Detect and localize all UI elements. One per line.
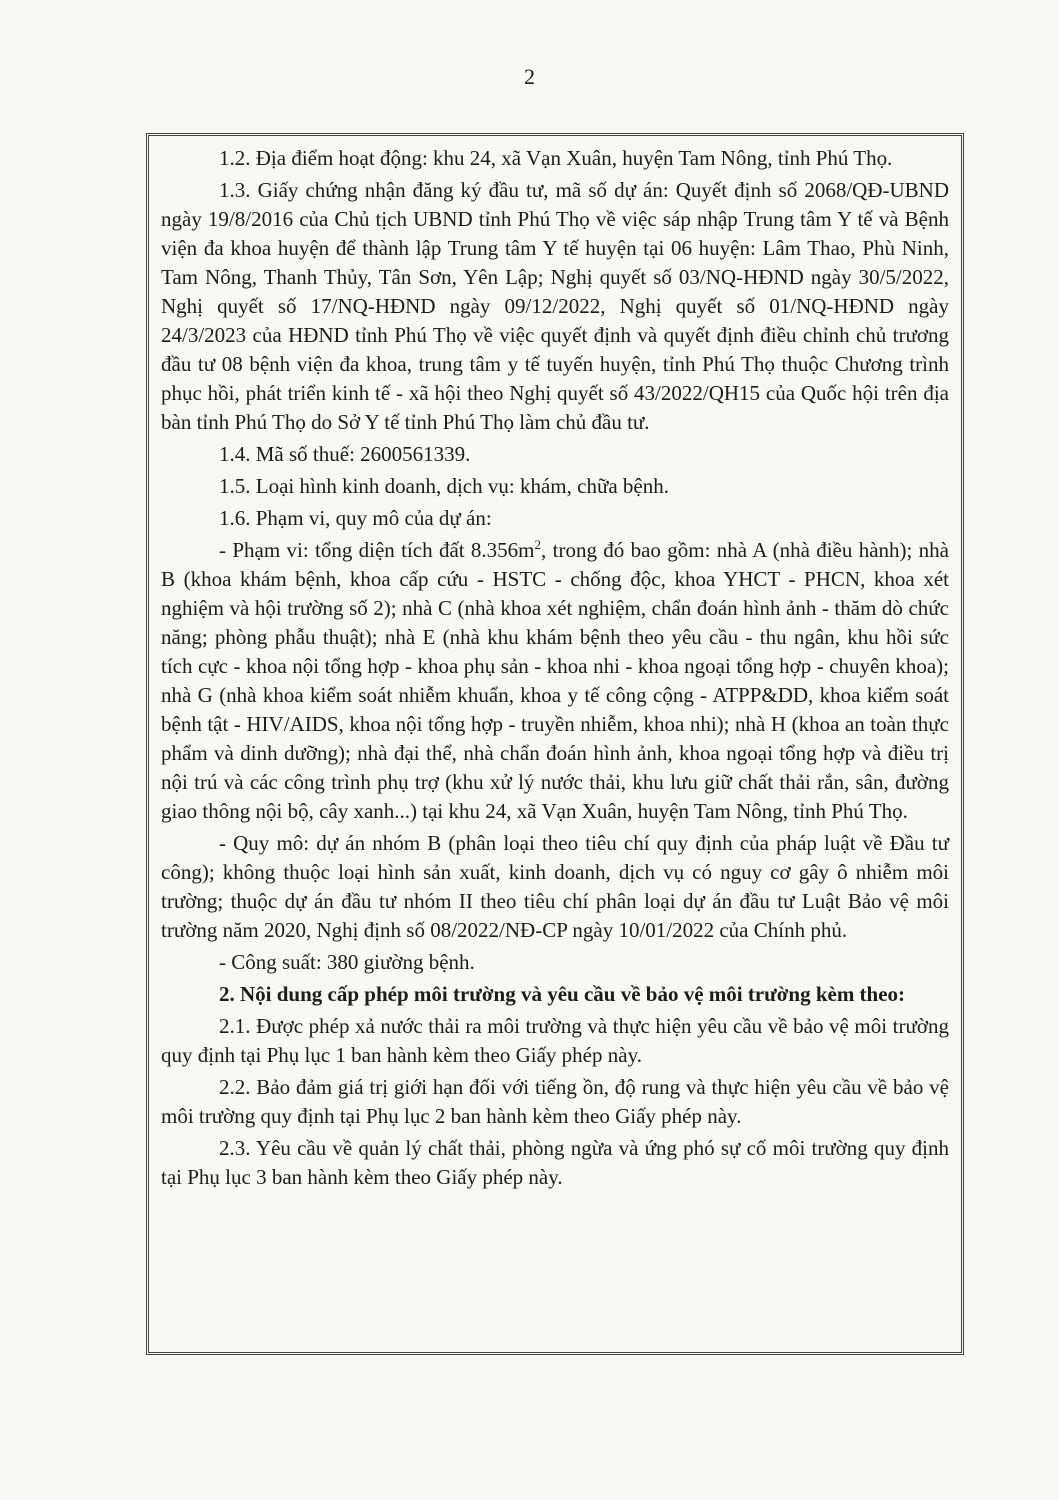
paragraph-scope-heading: 1.6. Phạm vi, quy mô của dự án: (219, 506, 492, 530)
paragraph-scope (161, 536, 949, 826)
paragraph-investment-certificate: 1.3. Giấy chứng nhận đăng ký đầu tư, mã số dự án: Quyết định số 2068/QĐ-UBND ngày 19/8/2016 của Chủ tịch UBND tỉnh Phú Thọ về việc sáp nhập Trung tâm Y tế và Bệnh viện đa khoa huyện để thành lập Trung tâm Y tế huyện tại 06 huyện: Lâm Thao, Phù Ninh, Tam Nông, Thanh Thủy, Tân Sơn, Yên Lập; Nghị quyết số 03/NQ-HĐND ngày 30/5/2022, Nghị quyết số 17/NQ-HĐND ngày 09/12/2022, Nghị quyết số 01/NQ-HĐND ngày 24/3/2023 của HĐND tỉnh Phú Thọ về việc quyết định và quyết định điều chỉnh chủ trương đầu tư 08 bệnh viện đa khoa, trung tâm y tế tuyến huyện, tỉnh Phú Thọ thuộc Chương trình phục hồi, phát triển kinh tế - xã hội theo Nghị quyết số 43/2022/QH15 của Quốc hội trên địa bàn tỉnh Phú Thọ do Sở Y tế tỉnh Phú Thọ làm chủ đầu tư. (161, 178, 949, 434)
section-2-title: 2. Nội dung cấp phép môi trường và yêu cầu về bảo vệ môi trường kèm theo: (219, 982, 906, 1006)
content-frame (146, 133, 964, 1355)
area-unit-superscript: 2 (534, 537, 542, 552)
section-2-item: 2.2. Bảo đảm giá trị giới hạn đối với tiếng ồn, độ rung và thực hiện yêu cầu về bảo vệ môi trường quy định tại Phụ lục 2 ban hành kèm theo Giấy phép này. (161, 1075, 949, 1128)
paragraph-tax-code: 1.4. Mã số thuế: 2600561339. (219, 442, 471, 466)
section-2-item: 2.3. Yêu cầu về quản lý chất thải, phòng ngừa và ứng phó sự cố môi trường quy định tại Phụ lục 3 ban hành kèm theo Giấy phép này. (161, 1136, 949, 1189)
paragraph-business-type: 1.5. Loại hình kinh doanh, dịch vụ: khám, chữa bệnh. (219, 474, 669, 498)
section-2-item: 2.1. Được phép xả nước thải ra môi trường và thực hiện yêu cầu về bảo vệ môi trường quy định tại Phụ lục 1 ban hành kèm theo Giấy phép này. (161, 1014, 949, 1067)
scope-text-start: - Phạm vi: tổng diện tích đất 8.356m (219, 538, 535, 562)
paragraph-capacity: - Công suất: 380 giường bệnh. (219, 950, 475, 974)
page-number: 2 (524, 64, 535, 89)
paragraph-location: 1.2. Địa điểm hoạt động: khu 24, xã Vạn Xuân, huyện Tam Nông, tỉnh Phú Thọ. (219, 146, 893, 170)
scope-text-rest: , trong đó bao gồm: nhà A (nhà điều hành); nhà B (khoa khám bệnh, khoa cấp cứu - HSTC - chống độc, khoa YHCT - PHCN, khoa xét nghiệm và hội trường số 2); nhà C (nhà khoa xét nghiệm, chẩn đoán hình ảnh - thăm dò chức năng; phòng phẫu thuật); nhà E (nhà khu khám bệnh theo yêu cầu - thu ngân, khu hồi sức tích cực - khoa nội tổng hợp - khoa phụ sản - khoa nhi - khoa ngoại tổng hợp - chuyên khoa); nhà G (nhà khoa kiểm soát nhiễm khuẩn, khoa y tế công cộng - ATPP&DD, khoa kiểm soát bệnh tật - HIV/AIDS, khoa nội tổng hợp - truyền nhiễm, khoa nhi); nhà H (khoa an toàn thực phẩm và dinh dưỡng); nhà đại thể, nhà chẩn đoán hình ảnh, khoa ngoại tổng hợp và điều trị nội trú và các công trình phụ trợ (khu xử lý nước thải, khu lưu giữ chất thải rắn, sân, đường giao thông nội bộ, cây xanh...) tại khu 24, xã Vạn Xuân, huyện Tam Nông, tỉnh Phú Thọ. (161, 538, 949, 823)
paragraph-scale: - Quy mô: dự án nhóm B (phân loại theo tiêu chí quy định của pháp luật về Đầu tư công); không thuộc loại hình sản xuất, kinh doanh, dịch vụ có nguy cơ gây ô nhiễm môi trường; thuộc dự án đầu tư nhóm II theo tiêu chí phân loại dự án đầu tư Luật Bảo vệ môi trường năm 2020, Nghị định số 08/2022/NĐ-CP ngày 10/01/2022 của Chính phủ. (161, 831, 949, 942)
